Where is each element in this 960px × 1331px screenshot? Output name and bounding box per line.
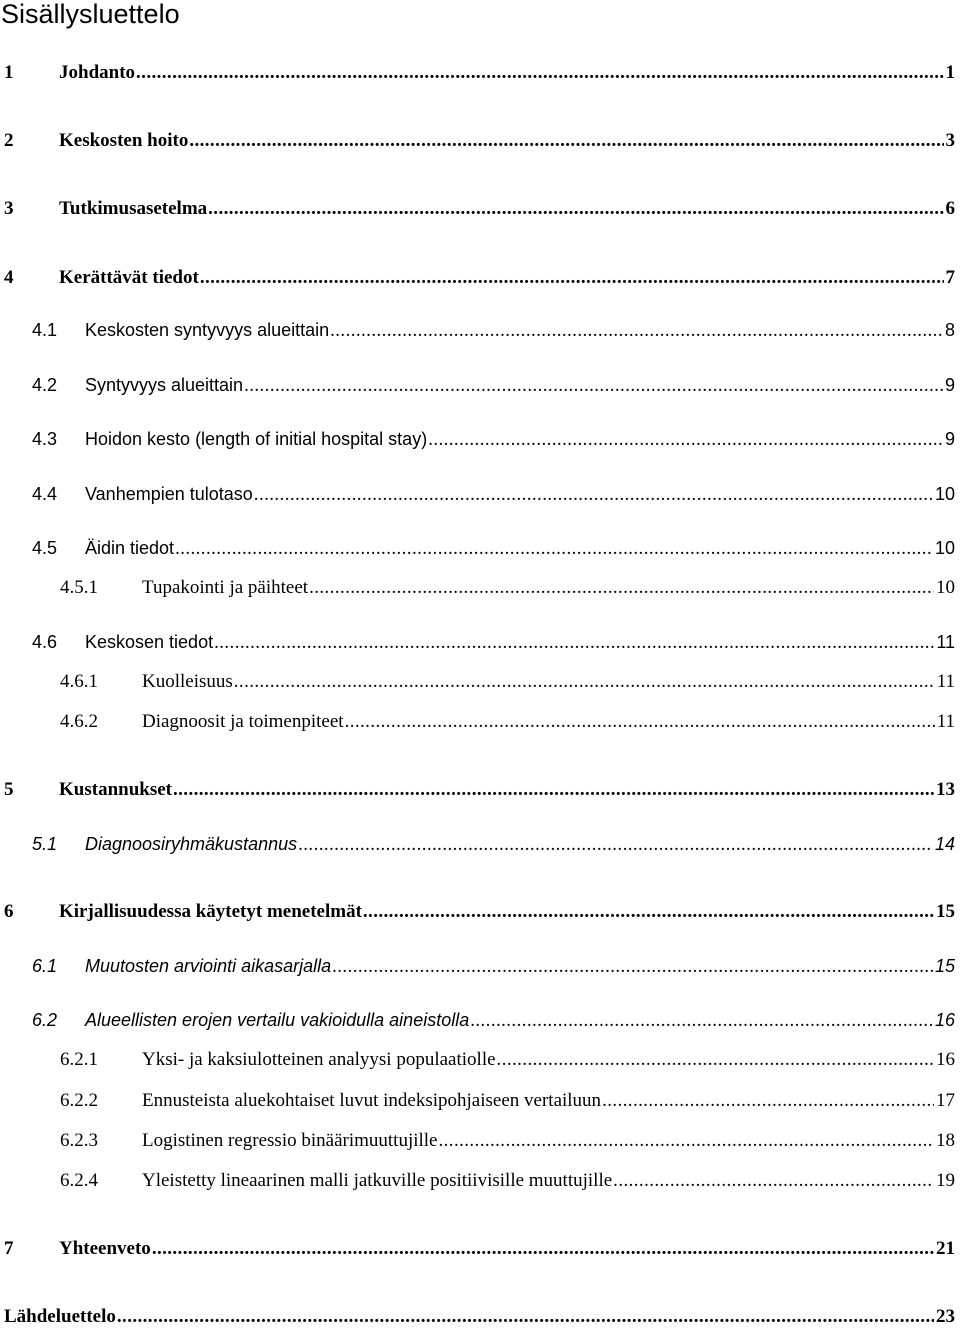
dot-leader — [117, 1304, 934, 1330]
toc-entry[interactable] — [60, 1168, 955, 1194]
page-title: Sisällysluettelo — [1, 0, 180, 29]
toc-entry-title: Tupakointi ja päihteet — [142, 577, 309, 598]
toc-entry[interactable] — [32, 481, 955, 507]
dot-leader — [332, 954, 933, 980]
toc-entry-number: 4.3 — [32, 429, 58, 449]
toc-entry[interactable] — [4, 1304, 955, 1330]
toc-entry-title: Kerättävät tiedot — [59, 267, 199, 288]
toc-entry-number: 4.4 — [32, 484, 58, 504]
toc-entry-number: 6.2.1 — [60, 1049, 98, 1070]
toc-entry-title: Keskosten hoito — [59, 130, 189, 151]
dot-leader — [136, 60, 943, 86]
toc-entry-page-number: 19 — [936, 1170, 955, 1191]
toc-entry-page-number: 3 — [945, 130, 955, 151]
toc-entry-title: Syntyvyys alueittain — [85, 375, 244, 395]
toc-entry-title: Keskosten syntyvyys alueittain — [85, 320, 330, 340]
toc-entry-title: Logistinen regressio binäärimuuttujille — [142, 1130, 438, 1151]
toc-entry-page-number: 10 — [936, 577, 955, 598]
toc-entry-page-number: 8 — [944, 320, 955, 340]
toc-entry[interactable] — [32, 372, 955, 398]
toc-entry-number: 6.1 — [32, 956, 58, 976]
dot-leader — [309, 575, 934, 601]
toc-entry-title: Diagnoosit ja toimenpiteet — [142, 711, 344, 732]
toc-entry-number: 4.2 — [32, 375, 58, 395]
toc-entry[interactable] — [60, 709, 955, 735]
toc-entry-title: Alueellisten erojen vertailu vakioidulla aineistolla — [85, 1010, 470, 1030]
toc-entry[interactable] — [4, 60, 955, 86]
toc-entry-page-number: 16 — [934, 1010, 955, 1030]
toc-entry-title: Hoidon kesto (length of initial hospital stay) — [85, 429, 428, 449]
toc-entry-page-number: 15 — [936, 901, 955, 922]
toc-entry-number: 4.6.2 — [60, 711, 98, 732]
dot-leader — [602, 1088, 934, 1114]
toc-entry-number: 6.2.3 — [60, 1130, 98, 1151]
toc-entry-page-number: 15 — [934, 956, 955, 976]
toc-entry-page-number: 10 — [934, 538, 955, 558]
dot-leader — [254, 482, 933, 508]
toc-entry-title: Lähdeluettelo — [4, 1306, 116, 1327]
toc-entry-number: 4.5.1 — [60, 577, 98, 598]
toc-entry-number: 5.1 — [32, 834, 58, 854]
toc-entry-number: 6.2 — [32, 1010, 58, 1030]
toc-entry-page-number: 23 — [936, 1306, 955, 1327]
toc-entry[interactable] — [60, 1088, 955, 1114]
dot-leader — [613, 1168, 934, 1194]
dot-leader — [428, 427, 943, 453]
toc-entry-page-number: 16 — [936, 1049, 955, 1070]
toc-entry[interactable] — [4, 1236, 955, 1262]
toc-entry[interactable] — [4, 777, 955, 803]
toc-entry-page-number: 1 — [945, 62, 955, 83]
toc-entry-number: 4.6 — [32, 632, 58, 652]
toc-entry[interactable] — [32, 426, 955, 452]
toc-entry-title: Vanhempien tulotaso — [85, 484, 253, 504]
toc-entry[interactable] — [4, 128, 955, 154]
toc-entry-number: 4.1 — [32, 320, 58, 340]
toc-entry-page-number: 21 — [936, 1238, 955, 1259]
dot-leader — [189, 128, 943, 154]
toc-entry-title: Kustannukset — [59, 779, 172, 800]
toc-entry-number: 4 — [4, 267, 14, 288]
toc-entry[interactable] — [60, 575, 955, 601]
toc-entry-page-number: 9 — [944, 429, 955, 449]
toc-entry-title: Diagnoosiryhmäkustannus — [85, 834, 298, 854]
toc-entry-number: 4.5 — [32, 538, 58, 558]
toc-entry-title: Johdanto — [59, 62, 136, 83]
toc-entry-title: Yleistetty lineaarinen malli jatkuville positiivisille muuttujille — [142, 1170, 613, 1191]
toc-entry-page-number: 11 — [936, 632, 955, 652]
toc-entry-title: Muutosten arviointi aikasarjalla — [85, 956, 332, 976]
toc-entry-page-number: 11 — [936, 671, 955, 692]
toc-entry[interactable] — [4, 265, 955, 291]
toc-entry-title: Keskosen tiedot — [85, 632, 214, 652]
dot-leader — [298, 832, 933, 858]
toc-entry-number: 4.6.1 — [60, 671, 98, 692]
toc-entry-page-number: 14 — [934, 834, 955, 854]
toc-entry-number: 2 — [4, 130, 14, 151]
toc-entry-page-number: 9 — [944, 375, 955, 395]
toc-entry-number: 5 — [4, 779, 14, 800]
toc-entry-title: Yksi- ja kaksiulotteinen analyysi populaatiolle — [142, 1049, 496, 1070]
toc-entry-number: 7 — [4, 1238, 14, 1259]
toc-entry-title: Äidin tiedot — [85, 538, 175, 558]
dot-leader — [345, 709, 935, 735]
toc-entry-title: Tutkimusasetelma — [59, 198, 208, 219]
toc-entry-number: 6 — [4, 901, 14, 922]
dot-leader — [244, 373, 943, 399]
toc-entry-title: Kirjallisuudessa käytetyt menetelmät — [59, 901, 362, 922]
dot-leader — [234, 669, 935, 695]
dot-leader — [470, 1008, 933, 1034]
toc-entry-page-number: 6 — [945, 198, 955, 219]
toc-entry[interactable] — [32, 1007, 955, 1033]
dot-leader — [173, 777, 934, 803]
toc-entry-title: Yhteenveto — [59, 1238, 151, 1259]
toc-entry[interactable] — [32, 535, 955, 561]
toc-entry[interactable] — [60, 1047, 955, 1073]
toc-entry-number: 6.2.4 — [60, 1170, 98, 1191]
toc-entry-page-number: 11 — [936, 711, 955, 732]
dot-leader — [497, 1047, 934, 1073]
toc-entry[interactable] — [32, 953, 955, 979]
dot-leader — [152, 1236, 934, 1262]
toc-entry-number: 1 — [4, 62, 14, 83]
toc-entry-page-number: 18 — [936, 1130, 955, 1151]
toc-entry-page-number: 17 — [936, 1090, 955, 1111]
toc-entry-title: Kuolleisuus — [142, 671, 233, 692]
toc-entry-page-number: 7 — [945, 267, 955, 288]
dot-leader — [214, 630, 934, 656]
toc-entry[interactable] — [60, 669, 955, 695]
dot-leader — [363, 899, 934, 925]
toc-entry-page-number: 10 — [934, 484, 955, 504]
toc-entry[interactable] — [4, 899, 955, 925]
toc-entry-title: Ennusteista aluekohtaiset luvut indeksipohjaiseen vertailuun — [142, 1090, 602, 1111]
toc-entry[interactable] — [32, 317, 955, 343]
dot-leader — [175, 536, 933, 562]
dot-leader — [439, 1128, 935, 1154]
dot-leader — [208, 196, 943, 222]
dot-leader — [330, 318, 943, 344]
dot-leader — [200, 265, 944, 291]
toc-entry[interactable] — [4, 196, 955, 222]
toc-entry[interactable] — [32, 831, 955, 857]
toc-entry[interactable] — [60, 1128, 955, 1154]
toc-entry-number: 3 — [4, 198, 14, 219]
toc-entry-page-number: 13 — [936, 779, 955, 800]
toc-entry[interactable] — [32, 629, 955, 655]
toc-entry-number: 6.2.2 — [60, 1090, 98, 1111]
